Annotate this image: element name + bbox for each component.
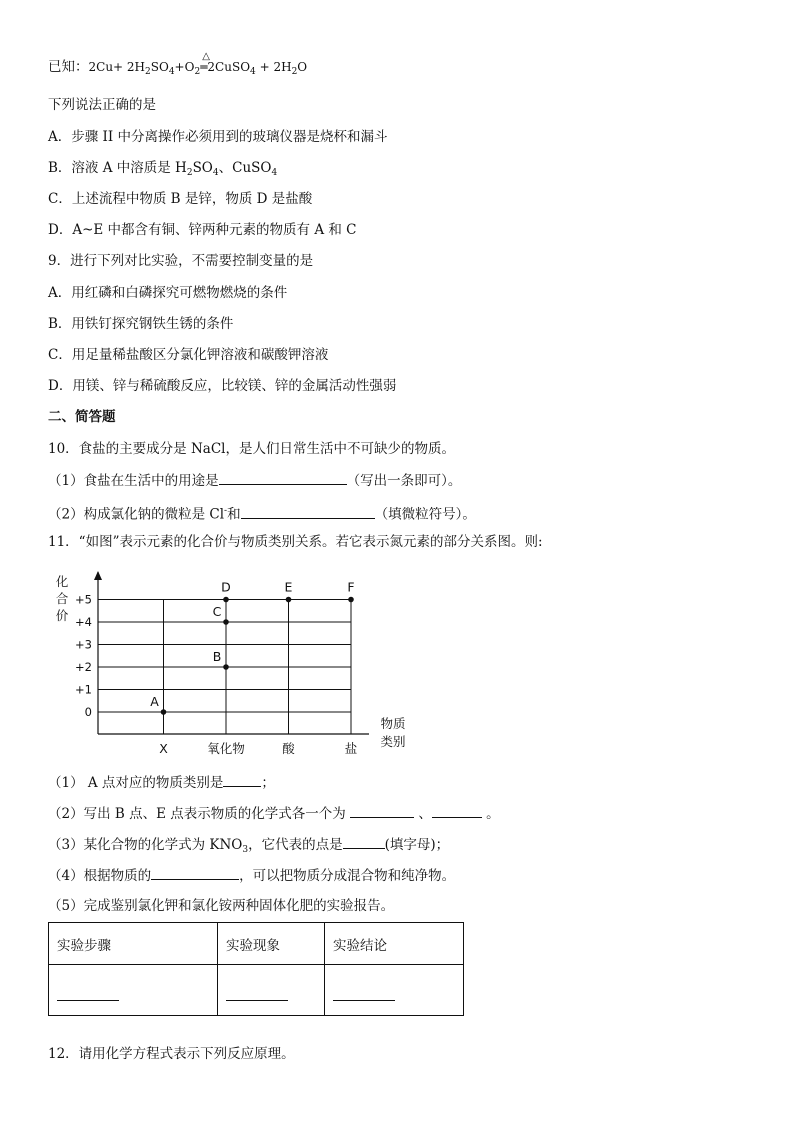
experiment-report-table bbox=[48, 922, 464, 1016]
q11-p1-text: ； bbox=[261, 775, 275, 791]
header-conclusion: 实验结论 bbox=[325, 923, 464, 965]
q11-p4-text: （4）根据物质的 bbox=[48, 868, 152, 884]
opt-b-sub: 4 bbox=[212, 168, 219, 178]
q11-p4-text: ，可以把物质分成混合物和纯净物。 bbox=[239, 868, 456, 884]
data-point bbox=[223, 619, 229, 625]
x-category-label: X bbox=[159, 741, 168, 756]
q11-p3-text: （3）某化合物的化学式为 KNO bbox=[48, 837, 243, 853]
q11-p2-answer-blank-b[interactable] bbox=[350, 804, 414, 818]
eq-part: SO bbox=[150, 60, 169, 74]
q11-part5: （5）完成鉴别氯化钾和氯化铵两种固体化肥的实验报告。 bbox=[48, 898, 395, 914]
x-category-label: 酸 bbox=[282, 741, 295, 756]
data-point bbox=[223, 597, 229, 603]
eq-part: O bbox=[297, 60, 308, 74]
phenomena-cell[interactable] bbox=[218, 965, 325, 1016]
eq-sub: 2 bbox=[194, 67, 201, 77]
data-point bbox=[286, 597, 292, 603]
eq-sub: 2 bbox=[291, 67, 298, 77]
y-tick-label: +2 bbox=[75, 660, 92, 674]
q9-stem: 9．进行下列对比实验，不需要控制变量的是 bbox=[48, 253, 314, 269]
q11-p2-text: （2）写出 B 点、E 点表示物质的化学式各一个为 bbox=[48, 806, 346, 822]
x-category-label: 盐 bbox=[344, 741, 358, 756]
opt-b-sub: 4 bbox=[271, 168, 278, 178]
q9-option-c: C．用足量稀盐酸区分氯化钾溶液和碳酸钾溶液 bbox=[48, 347, 329, 363]
q8-option-a: A．步骤 II 中分离操作必须用到的玻璃仪器是烧杯和漏斗 bbox=[48, 129, 388, 145]
q8-option-b bbox=[48, 159, 277, 182]
q10-p1-text: （写出一条即可）。 bbox=[346, 473, 462, 489]
q10-p2-sup: - bbox=[224, 506, 228, 516]
data-point-label: B bbox=[212, 649, 222, 664]
q10-part1 bbox=[48, 471, 461, 490]
data-point-label: A bbox=[150, 694, 159, 709]
equals-sign: ═ bbox=[200, 60, 208, 74]
known-prefix: 已知： bbox=[48, 59, 89, 75]
data-point-label: C bbox=[212, 604, 222, 619]
q11-p2-text: 。 bbox=[486, 806, 500, 822]
header-phenomena: 实验现象 bbox=[218, 923, 325, 965]
q8-option-c: C．上述流程中物质 B 是锌，物质 D 是盐酸 bbox=[48, 191, 313, 207]
heating-condition bbox=[200, 51, 210, 76]
data-point bbox=[161, 709, 167, 715]
eq-part: +O bbox=[174, 60, 195, 74]
q12-stem: 12．请用化学方程式表示下列反应原理。 bbox=[48, 1046, 295, 1062]
y-tick-label: +1 bbox=[75, 682, 92, 697]
equation-body bbox=[88, 51, 308, 77]
data-point bbox=[223, 664, 229, 670]
x-axis-title: 类别 bbox=[380, 734, 406, 749]
eq-sub: 4 bbox=[168, 67, 175, 77]
eq-part: 2CuSO bbox=[207, 60, 251, 74]
q11-p3-text: (填字母)； bbox=[384, 837, 450, 853]
q8-stem: 下列说法正确的是 bbox=[48, 97, 156, 113]
eq-sub: 2 bbox=[145, 67, 151, 77]
y-tick-label: +3 bbox=[75, 637, 92, 652]
q10-part2 bbox=[48, 502, 476, 524]
q11-p1-answer-blank[interactable] bbox=[223, 773, 261, 787]
steps-answer-blank[interactable] bbox=[57, 987, 119, 1001]
q11-part2 bbox=[48, 804, 500, 823]
q11-p3-sub: 3 bbox=[242, 845, 249, 855]
header-steps: 实验步骤 bbox=[49, 923, 218, 965]
x-category-label: 氧化物 bbox=[207, 741, 245, 756]
section-heading: 二、简答题 bbox=[48, 409, 116, 425]
y-axis-title: 价 bbox=[55, 608, 69, 623]
x-axis-title: 物质 bbox=[380, 716, 406, 731]
q10-p2-text: （填微粒符号）。 bbox=[374, 506, 476, 523]
q11-p3-answer-blank[interactable] bbox=[343, 835, 385, 849]
eq-sub: 4 bbox=[250, 67, 256, 77]
opt-b-text: SO bbox=[192, 160, 213, 176]
q10-stem: 10．食盐的主要成分是 NaCl，是人们日常生活中不可缺少的物质。 bbox=[48, 441, 455, 457]
q10-p2-text: （2）构成氯化钠的微粒是 Cl bbox=[48, 506, 225, 523]
y-tick-label: +5 bbox=[75, 592, 92, 607]
conclusion-cell[interactable] bbox=[325, 965, 464, 1016]
steps-cell[interactable] bbox=[49, 965, 218, 1016]
data-point-label: F bbox=[347, 579, 355, 595]
q10-p1-answer-blank[interactable] bbox=[219, 471, 347, 485]
q9-option-b: B．用铁钉探究钢铁生锈的条件 bbox=[48, 316, 234, 332]
known-equation bbox=[48, 51, 308, 81]
q9-option-d: D．用镁、锌与稀硫酸反应，比较镁、锌的金属活动性强弱 bbox=[48, 378, 397, 394]
q11-part3 bbox=[48, 835, 449, 859]
q10-p1-text: （1）食盐在生活中的用途是 bbox=[48, 473, 219, 489]
q11-p2-text: 、 bbox=[418, 806, 432, 822]
q11-p4-answer-blank[interactable] bbox=[151, 866, 239, 880]
q11-stem: 11．“如图”表示元素的化合价与物质类别关系。若它表示氮元素的部分关系图。则: bbox=[48, 534, 543, 550]
y-tick-label: +4 bbox=[75, 615, 92, 629]
phenomena-answer-blank[interactable] bbox=[226, 987, 288, 1001]
q11-p2-answer-blank-e[interactable] bbox=[432, 804, 482, 818]
table-row bbox=[49, 965, 464, 1016]
valence-category-chart bbox=[40, 568, 420, 760]
heat-triangle-icon: △ bbox=[202, 51, 210, 62]
q11-part4 bbox=[48, 866, 455, 885]
opt-b-text: 、CuSO bbox=[218, 160, 272, 176]
q11-p3-text: ，它代表的点是 bbox=[248, 837, 343, 853]
q10-p2-text: 和 bbox=[227, 506, 241, 523]
y-axis-title: 合 bbox=[55, 591, 69, 606]
q11-part1 bbox=[48, 773, 275, 792]
data-point bbox=[348, 597, 354, 603]
y-axis-title: 化 bbox=[55, 574, 69, 589]
y-axis-arrow-icon bbox=[94, 571, 102, 580]
eq-part: + 2H bbox=[255, 60, 292, 74]
eq-part: 2Cu+ 2H bbox=[88, 60, 146, 74]
q8-option-d: D．A~E 中都含有铜、锌两种元素的物质有 A 和 C bbox=[48, 222, 357, 238]
q10-p2-answer-blank[interactable] bbox=[241, 505, 375, 519]
data-point-label: E bbox=[284, 579, 293, 595]
table-header-row bbox=[49, 923, 464, 965]
opt-b-text: B．溶液 A 中溶质是 H bbox=[48, 160, 187, 176]
data-point-label: D bbox=[221, 579, 231, 595]
q9-option-a: A．用红磷和白磷探究可燃物燃烧的条件 bbox=[48, 285, 288, 301]
q11-p1-text: （1） A 点对应的物质类别是 bbox=[48, 775, 224, 791]
opt-b-sub: 2 bbox=[186, 168, 193, 178]
conclusion-answer-blank[interactable] bbox=[333, 987, 395, 1001]
y-tick-label: 0 bbox=[84, 705, 92, 719]
